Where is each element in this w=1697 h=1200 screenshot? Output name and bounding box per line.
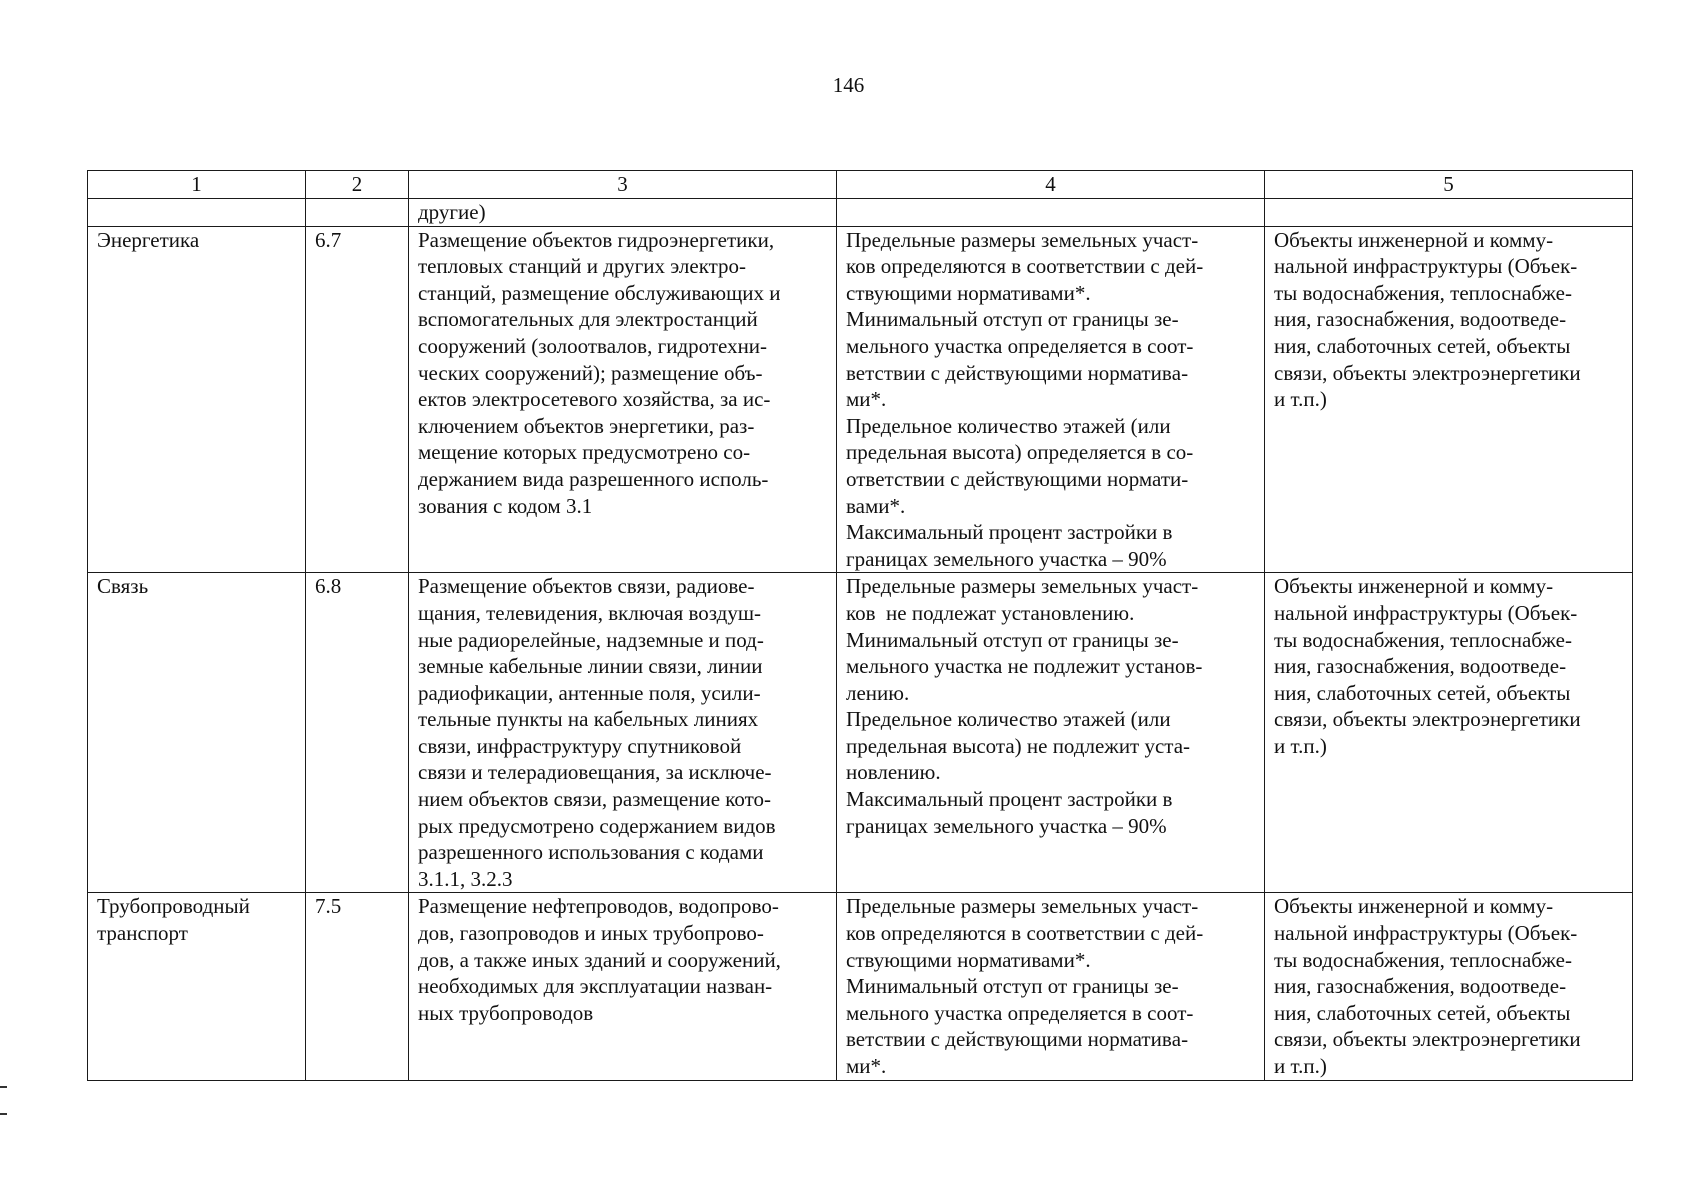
- use-type-infrastructure: Объекты инженерной и комму- нальной инфраструктуры (Объек- ты водоснабжения, теплоснабже- ния, газоснабжения, водоотведе- ния, слаботочных сетей, объекты связи, объекты электроэнергетики и т.п.): [1265, 226, 1633, 573]
- column-number-row: [88, 171, 1633, 199]
- column-number-cell: 5: [1265, 171, 1633, 199]
- column-number-cell: 4: [837, 171, 1265, 199]
- use-type-code: 6.8: [306, 573, 409, 893]
- table-cell: другие): [409, 199, 837, 227]
- use-type-description: Размещение объектов гидроэнергетики, тепловых станций и других электро- станций, размещение обслуживающих и вспомогательных для электростанций сооружений (золоотвалов, гидротехни- ческих сооружений); размещение объ- ектов электросетевого хозяйства, за ис- ключением объектов энергетики, раз- мещение которых предусмотрено со- держанием вида разрешенного исполь- зования с кодом 3.1: [409, 226, 837, 573]
- margin-tick-mark: [0, 1086, 7, 1088]
- table-row: [88, 893, 1633, 1080]
- column-number-cell: 3: [409, 171, 837, 199]
- use-type-name: Трубопроводный транспорт: [88, 893, 306, 1080]
- table-cell: [88, 199, 306, 227]
- use-type-infrastructure: Объекты инженерной и комму- нальной инфраструктуры (Объек- ты водоснабжения, теплоснабже- ния, газоснабжения, водоотведе- ния, слаботочных сетей, объекты связи, объекты электроэнергетики и т.п.): [1265, 893, 1633, 1080]
- use-type-parameters: Предельные размеры земельных участ- ков определяются в соответствии с дей- ствующими нормативами*. Минимальный отступ от границы зе- мельного участка определяется в соот- ветствии с действующими нормативa- ми*. Предельное количество этажей (или предельная высота) определяется в со- ответствии с действующими нормати- вами*. Максимальный процент застройки в границах земельного участка – 90%: [837, 226, 1265, 573]
- use-type-description: Размещение объектов связи, радиове- щания, телевидения, включая воздуш- ные радиорелейные, надземные и под- земные кабельные линии связи, линии радиофикации, антенные поля, усили- тельные пункты на кабельных линиях связи, инфраструктуру спутниковой связи и телерадиовещания, за исключе- нием объектов связи, размещение кото- рых предусмотрено содержанием видов разрешенного использования с кодами 3.1.1, 3.2.3: [409, 573, 837, 893]
- table-cell: [306, 199, 409, 227]
- use-type-code: 7.5: [306, 893, 409, 1080]
- margin-tick-mark: [0, 1113, 7, 1115]
- use-type-infrastructure: Объекты инженерной и комму- нальной инфраструктуры (Объек- ты водоснабжения, теплоснабже- ния, газоснабжения, водоотведе- ния, слаботочных сетей, объекты связи, объекты электроэнергетики и т.п.): [1265, 573, 1633, 893]
- use-type-parameters: Предельные размеры земельных участ- ков определяются в соответствии с дей- ствующими нормативами*. Минимальный отступ от границы зе- мельного участка определяется в соот- ветствии с действующими нормативa- ми*.: [837, 893, 1265, 1080]
- table-cell: [1265, 199, 1633, 227]
- column-number-cell: 1: [88, 171, 306, 199]
- page-number: 146: [832, 73, 865, 97]
- table-row: [88, 226, 1633, 573]
- use-type-description: Размещение нефтепроводов, водопрово- дов, газопроводов и иных трубопрово- дов, а также иных зданий и сооружений, необходимых для эксплуатации назван- ных трубопроводов: [409, 893, 837, 1080]
- continuation-row: [88, 199, 1633, 227]
- land-use-table: [87, 170, 1633, 1081]
- table-row: [88, 573, 1633, 893]
- use-type-parameters: Предельные размеры земельных участ- ков не подлежат установлению. Минимальный отступ от границы зе- мельного участка не подлежит установ- лению. Предельное количество этажей (или предельная высота) не подлежит уста- новлению. Максимальный процент застройки в границах земельного участка – 90%: [837, 573, 1265, 893]
- use-type-name: Энергетика: [88, 226, 306, 573]
- use-type-name: Связь: [88, 573, 306, 893]
- use-type-code: 6.7: [306, 226, 409, 573]
- table-cell: [837, 199, 1265, 227]
- column-number-cell: 2: [306, 171, 409, 199]
